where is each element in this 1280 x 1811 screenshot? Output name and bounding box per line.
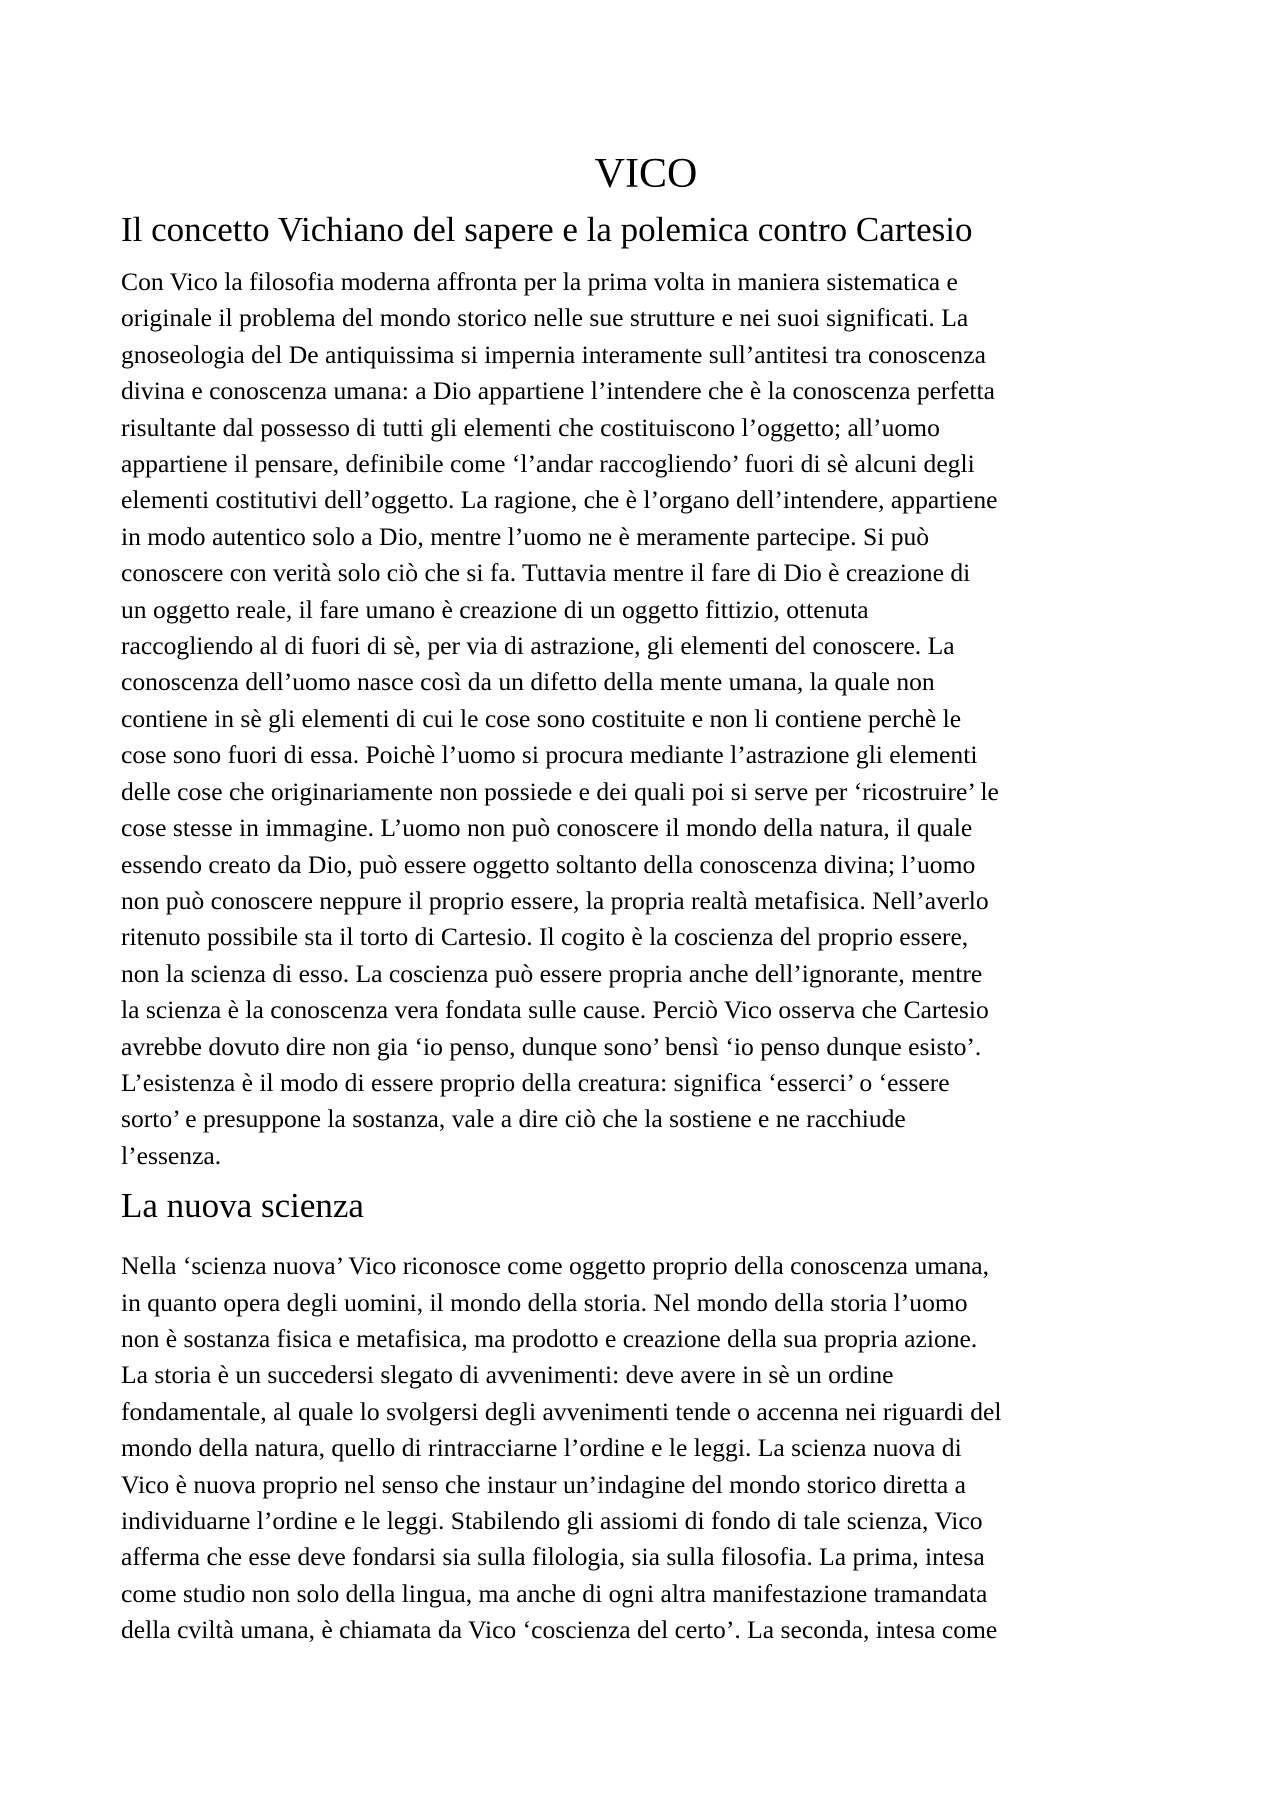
text-line: fondamentale, al quale lo svolgersi degli avvenimenti tende o accenna nei riguardi del	[121, 1396, 1002, 1426]
text-line: originale il problema del mondo storico nelle sue strutture e nei suoi significati. La	[121, 303, 969, 333]
text-line: Nella ‘scienza nuova’ Vico riconosce come oggetto proprio della conoscenza umana,	[121, 1251, 990, 1281]
text-line: gnoseologia del De antiquissima si impernia interamente sull’antitesi tra conoscenza	[121, 339, 986, 369]
section-heading-sapere: Il concetto Vichiano del sapere e la polemica contro Cartesio	[121, 210, 973, 249]
text-line: appartiene il pensare, definibile come ‘l’andar raccogliendo’ fuori di sè alcuni degli	[121, 449, 975, 479]
text-line: contiene in sè gli elementi di cui le cose sono costituite e non li contiene perchè le	[121, 703, 962, 733]
text-line: delle cose che originariamente non possiede e dei quali poi si serve per ‘ricostruire’ le	[121, 776, 999, 806]
text-line: non la scienza di esso. La coscienza può essere propria anche dell’ignorante, mentre	[121, 958, 983, 988]
text-line: afferma che esse deve fondarsi sia sulla filologia, sia sulla filosofia. La prima, intesa	[121, 1542, 985, 1572]
document-page	[121, 148, 1171, 1649]
text-line: in quanto opera degli uomini, il mondo della storia. Nel mondo della storia l’uomo	[121, 1287, 968, 1317]
text-line: essendo creato da Dio, può essere oggetto soltanto della conoscenza divina; l’uomo	[121, 849, 976, 879]
text-line: mondo della natura, quello di rintracciarne l’ordine e le leggi. La scienza nuova di	[121, 1433, 962, 1463]
text-line: risultante dal possesso di tutti gli elementi che costituiscono l’oggetto; all’uomo	[121, 412, 940, 442]
text-line: la scienza è la conoscenza vera fondata sulle cause. Perciò Vico osserva che Cartesio	[121, 995, 989, 1025]
text-line: non può conoscere neppure il proprio essere, la propria realtà metafisica. Nell’averlo	[121, 885, 989, 915]
section-heading-nuova-scienza: La nuova scienza	[121, 1186, 364, 1226]
text-line: sorto’ e presuppone la sostanza, vale a dire ciò che la sostiene e ne racchiude	[121, 1104, 906, 1134]
text-line: l’essenza.	[121, 1140, 222, 1170]
text-line: un oggetto reale, il fare umano è creazione di un oggetto fittizio, ottenuta	[121, 594, 869, 624]
text-line: avrebbe dovuto dire non gia ‘io penso, dunque sono’ bensì ‘io penso dunque esisto’.	[121, 1031, 982, 1061]
text-line: Vico è nuova proprio nel senso che instaur un’indagine del mondo storico diretta a	[121, 1469, 966, 1499]
text-line: conoscere con verità solo ciò che si fa. Tuttavia mentre il fare di Dio è creazione di	[121, 558, 971, 588]
text-line: elementi costitutivi dell’oggetto. La ragione, che è l’organo dell’intendere, appartiene	[121, 485, 998, 515]
document-title: VICO	[594, 151, 698, 197]
text-line: cose sono fuori di essa. Poichè l’uomo si procura mediante l’astrazione gli elementi	[121, 740, 978, 770]
text-line: L’esistenza è il modo di essere proprio della creatura: significa ‘esserci’ o ‘essere	[121, 1067, 950, 1097]
text-line: non è sostanza fisica e metafisica, ma prodotto e creazione della sua propria azione.	[121, 1323, 978, 1353]
text-line: La storia è un succedersi slegato di avvenimenti: deve avere in sè un ordine	[121, 1360, 894, 1390]
text-line: conoscenza dell’uomo nasce così da un difetto della mente umana, la quale non	[121, 667, 935, 697]
text-line: individuarne l’ordine e le leggi. Stabilendo gli assiomi di fondo di tale scienza, Vico	[121, 1506, 983, 1535]
text-line: raccogliendo al di fuori di sè, per via di astrazione, gli elementi del conoscere. La	[121, 631, 955, 661]
text-line: come studio non solo della lingua, ma anche di ogni altra manifestazione tramandata	[121, 1578, 988, 1608]
section-paragraph-sapere	[121, 264, 1171, 1174]
section-paragraph-nuova-scienza	[121, 1248, 1171, 1648]
text-line: divina e conoscenza umana: a Dio appartiene l’intendere che è la conoscenza perfetta	[121, 376, 995, 406]
text-line: cose stesse in immagine. L’uomo non può conoscere il mondo della natura, il quale	[121, 813, 973, 843]
text-line: della cviltà umana, è chiamata da Vico ‘coscienza del certo’. La seconda, intesa come	[121, 1615, 998, 1645]
text-line: ritenuto possibile sta il torto di Cartesio. Il cogito è la coscienza del proprio essere,	[121, 922, 969, 952]
text-line: in modo autentico solo a Dio, mentre l’uomo ne è meramente partecipe. Si può	[121, 521, 930, 551]
text-line: Con Vico la filosofia moderna affronta per la prima volta in maniera sistematica e	[121, 267, 958, 296]
